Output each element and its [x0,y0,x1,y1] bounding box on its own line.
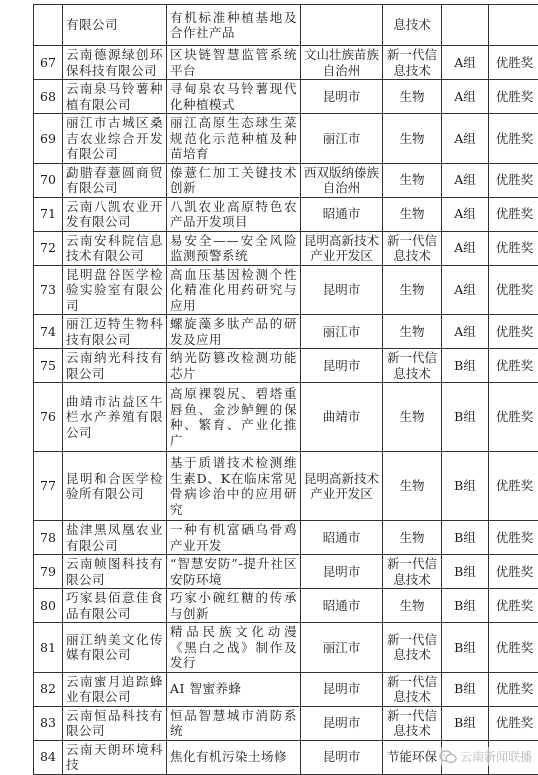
cell-project: 焦化有机污染土场修 [167,740,301,774]
cell-project: 区块链智慧监管系统平台 [167,46,301,80]
cell-field: 生物 [383,80,442,114]
cell-company: 云南八凯农业开发有限公司 [63,197,167,231]
cell-company: 丽江市古城区桑吉农业综合开发有限公司 [63,114,167,164]
cell-award: 优胜奖 [489,114,538,164]
cell-award: 优胜奖 [489,163,538,197]
cell-company: 丽江迈特生物科技有限公司 [63,315,167,349]
cell-region: 昆明市 [301,706,383,740]
table-row [34,163,538,197]
table-row [34,5,538,46]
cell-company: 云南安科院信息技术有限公司 [63,231,167,265]
wechat-icon [439,750,457,764]
table-row [34,46,538,80]
cell-number: 72 [34,231,63,265]
cell-region: 昆明市 [301,672,383,706]
cell-company: 云南纳光科技有限公司 [63,349,167,383]
cell-number: 82 [34,672,63,706]
cell-region: 昆明市 [301,555,383,589]
cell-region: 昆明市 [301,349,383,383]
watermark [437,747,534,766]
cell-number: 67 [34,46,63,80]
cell-group: A组 [442,114,489,164]
cell-company: 巧家县佰意佳食品有限公司 [63,589,167,623]
cell-number: 69 [34,114,63,164]
cell-award: 优胜奖 [489,265,538,315]
cell-award: 优胜奖 [489,231,538,265]
cell-project: 巧家小碗红糖的传承与创新 [167,589,301,623]
cell-field: 新一代信息技术 [383,349,442,383]
cell-group: B组 [442,589,489,623]
cell-award: 优胜奖 [489,521,538,555]
cell-company: 云南德源绿创环保科技有限公司 [63,46,167,80]
table-row [34,521,538,555]
cell-project: 丽江高原生态球生菜规范化示范种植及种苗培育 [167,114,301,164]
cell-project: 八凯农业高原特色农产品开发项目 [167,197,301,231]
cell-company: 丽江纳美文化传媒有限公司 [63,623,167,673]
cell-field: 生物 [383,197,442,231]
cell-award: 优胜奖 [489,383,538,452]
cell-project: 高血压基因检测个性化精准化用药研究与应用 [167,265,301,315]
cell-company: 云南泉马铃薯种植有限公司 [63,80,167,114]
cell-field: 息技术 [383,5,442,46]
cell-project: 一种有机富硒乌骨鸡产业开发 [167,521,301,555]
table-row [34,555,538,589]
cell-field: 新一代信息技术 [383,231,442,265]
cell-region: 昭通市 [301,197,383,231]
cell-group: B组 [442,672,489,706]
cell-region: 丽江市 [301,114,383,164]
cell-award: 优胜奖 [489,197,538,231]
cell-region: 昆明市 [301,265,383,315]
cell-company: 云南蜜月追踪蜂业有限公司 [63,672,167,706]
table-row [34,315,538,349]
cell-project: AI 智蜜养蜂 [167,672,301,706]
cell-company: 昆明盘谷医学检验实验室有限公司 [63,265,167,315]
cell-project: 螺旋藻多肽产品的研发及应用 [167,315,301,349]
table-row [34,672,538,706]
cell-award: 优胜奖 [489,706,538,740]
cell-field: 生物 [383,265,442,315]
table-row [34,452,538,521]
cell-company: 昆明和合医学检验所有限公司 [63,452,167,521]
table-row [34,706,538,740]
cell-field: 新一代信息技术 [383,672,442,706]
cell-region: 昆明高新技术产业开发区 [301,231,383,265]
cell-region: 丽江市 [301,623,383,673]
cell-number: 84 [34,740,63,774]
cell-group: B组 [442,349,489,383]
cell-group: A组 [442,80,489,114]
cell-company: 云南天朗环境科技 [63,740,167,774]
cell-field: 生物 [383,589,442,623]
cell-award: 优胜奖 [489,349,538,383]
cell-group [442,5,489,46]
cell-company: 云南帧图科技有限公司 [63,555,167,589]
cell-project: 基于质谱技术检测维生素D、K在临床常见骨病诊治中的应用研究 [167,452,301,521]
table-row [34,589,538,623]
cell-project: “智慧安防”-提升社区安防环境 [167,555,301,589]
cell-project: 精品民族文化动漫《黑白之战》制作及发行 [167,623,301,673]
cell-project: 高原裸裂尻、碧塔重唇鱼、金沙鲈鲤的保种、繁育、产业化推广 [167,383,301,452]
cell-number: 81 [34,623,63,673]
cell-company: 曲靖市沾益区牛栏水产养殖有限公司 [63,383,167,452]
cell-field: 节能环保 [383,740,442,774]
cell-group: B组 [442,706,489,740]
cell-region: 昭通市 [301,589,383,623]
cell-region: 曲靖市 [301,383,383,452]
cell-number: 68 [34,80,63,114]
cell-award: 优胜奖 [489,623,538,673]
cell-region [301,5,383,46]
cell-award: 优胜奖 [489,589,538,623]
cell-field: 生物 [383,452,442,521]
cell-group: B组 [442,521,489,555]
cell-group: A组 [442,231,489,265]
table-row [34,231,538,265]
watermark-text: 云南新闻联播 [460,748,532,765]
cell-field: 生物 [383,163,442,197]
cell-field: 新一代信息技术 [383,623,442,673]
cell-group: A组 [442,315,489,349]
cell-award: 优胜奖 [489,80,538,114]
table-row [34,80,538,114]
table-body [34,5,538,775]
cell-field: 新一代信息技术 [383,555,442,589]
cell-company: 云南恒品科技有限公司 [63,706,167,740]
cell-number: 78 [34,521,63,555]
cell-number: 74 [34,315,63,349]
cell-number: 79 [34,555,63,589]
cell-group: B组 [442,383,489,452]
award-list-table-container [33,4,515,775]
cell-award: 优胜奖 [489,46,538,80]
cell-group: B组 [442,555,489,589]
cell-number: 76 [34,383,63,452]
cell-company: 有限公司 [63,5,167,46]
cell-number: 80 [34,589,63,623]
cell-award [489,5,538,46]
cell-region: 昆明高新技术产业开发区 [301,452,383,521]
cell-number: 77 [34,452,63,521]
cell-group: A组 [442,265,489,315]
cell-region: 文山壮族苗族自治州 [301,46,383,80]
cell-region: 昆明市 [301,740,383,774]
cell-region: 丽江市 [301,315,383,349]
cell-field: 生物 [383,315,442,349]
cell-company: 盐津黑凤凰农业有限公司 [63,521,167,555]
cell-group: A组 [442,163,489,197]
cell-number: 75 [34,349,63,383]
cell-field: 生物 [383,521,442,555]
cell-award: 优胜奖 [489,672,538,706]
cell-award: 优胜奖 [489,452,538,521]
cell-project: 纳光防篡改检测功能芯片 [167,349,301,383]
cell-company: 勐腊春薏圆商贸有限公司 [63,163,167,197]
cell-number: 71 [34,197,63,231]
table-row [34,265,538,315]
cell-project: 有机标准种植基地及合作社产品 [167,5,301,46]
table-row [34,623,538,673]
cell-field: 新一代信息技术 [383,706,442,740]
cell-group: B组 [442,623,489,673]
cell-field: 生物 [383,383,442,452]
cell-project: 恒品智慧城市消防系统 [167,706,301,740]
cell-number: 70 [34,163,63,197]
cell-region: 西双版纳傣族自治州 [301,163,383,197]
cell-award: 优胜奖 [489,555,538,589]
table-row [34,197,538,231]
table-row [34,383,538,452]
cell-project: 傣薏仁加工关键技术创新 [167,163,301,197]
cell-region: 昆明市 [301,80,383,114]
cell-award: 优胜奖 [489,315,538,349]
table-row [34,114,538,164]
cell-region: 昭通市 [301,521,383,555]
cell-project: 寻甸泉农马铃薯现代化种植模式 [167,80,301,114]
cell-number: 73 [34,265,63,315]
cell-number: 83 [34,706,63,740]
award-list-table [33,4,538,775]
cell-field: 新一代信息技术 [383,46,442,80]
cell-group: B组 [442,452,489,521]
cell-field: 生物 [383,114,442,164]
cell-group: A组 [442,46,489,80]
cell-project: 易安全——安全风险监测预警系统 [167,231,301,265]
cell-group: A组 [442,197,489,231]
table-row [34,349,538,383]
cell-number [34,5,63,46]
